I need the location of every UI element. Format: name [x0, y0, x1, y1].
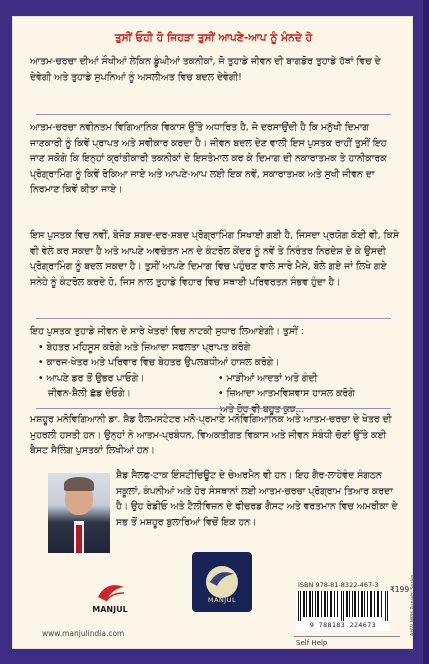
- benefit-item: ਜੀਵਨ-ਸ਼ੈਲੀ ਛੱਡ ਦੇਓਗੇ।: [48, 388, 131, 400]
- barcode-digits: 9 788183 224673: [309, 621, 377, 629]
- benefit-item: • ਕਾਰਜ-ਖੇਤਰ ਅਤੇ ਪਰਿਵਾਰ ਵਿਚ ਬੇਹਤਰ ਉਪਲਬਧੀਆਂ ਹਾਸਲ ਕਰੋਗੇ।: [38, 355, 400, 371]
- category-box: [294, 636, 400, 651]
- benefit-item: • ਮਾੜੀਆਂ ਆਦਤਾਂ ਅਤੇ ਗੰਦੀ: [218, 371, 398, 387]
- description-paragraph-2: ਇਸ ਪੁਸਤਕ ਵਿਚ ਨਵੀਂ, ਬੇਜੋੜ ਸ਼ਬਦ-ਦਰ-ਸ਼ਬਦ ਪ੍ਰੋਗ੍ਰਾਮਿੰਗ ਸਿਖਾਈ ਗਈ ਹੈ, ਜਿਸਦਾ ਪ੍ਰਯੋਗ ਕੋਈ ਵੀ, ਕਿਸੇ ਵੀ ਵੇਲੇ ਕਰ ਸਕਦਾ ਹੈ ਅਤੇ ਆਪਣੇ ਅਵਚੇਤਨ ਮਨ ਦੇ ਕੰਟਰੋਲ ਕੇਂਦਰ ਨੂੰ ਨਵੇਂ ਤੇ ਨਿਰੰਤਰ ਨਿਰਦੇਸ਼ ਦੇ ਕੇ ਉਸਦੀ ਪ੍ਰੋਗ੍ਰਾਮਿੰਗ ਨੂੰ ਬਦਲ ਸਕਦਾ ਹੈ। ਤੁਸੀਂ ਆਪਣੇ ਦਿਮਾਗ ਵਿਚ ਪਹੁੰਚਣ ਵਾਲੇ ਸਾਰੇ ਮੈਸੇ, ਬੋਲੇ ਗਏ ਜਾਂ ਲਿਖੇ ਗਏ ਸਨੇਹੇ ਨੂੰ ਕੰਟਰੋਲ ਕਰਦੇ ਹੋ, ਜਿਸ ਨਾਲ ਤੁਹਾਡੇ ਵਿਹਾਰ ਵਿਚ ਸਥਾਈ ਪਰਿਵਰਤਨ ਸੰਭਵ ਹੁੰਦਾ ਹੈ।: [30, 230, 400, 288]
- benefits-intro: ਇਹ ਪੁਸਤਕ ਤੁਹਾਡੇ ਜੀਵਨ ਦੇ ਸਾਰੇ ਖੇਤਰਾਂ ਵਿਚ ਨਾਟਕੀ ਸੁਧਾਰ ਲਿਆਏਗੀ। ਤੁਸੀਂ :: [30, 326, 304, 337]
- isbn: ISBN 978-81-8322-467-3: [298, 581, 379, 589]
- category-label: Self Help: [296, 639, 328, 647]
- benefit-item: • ਬੇਹਤਰ ਮਹਿਸੂਸ ਕਰੋਗੇ ਅਤੇ ਜ਼ਿਆਦਾ ਸਫਲਤਾ ਪ੍ਰਾਪਤ ਕਰੋਗੇ: [38, 340, 400, 356]
- barcode: [296, 591, 390, 631]
- manjul-bird-icon: [96, 581, 126, 603]
- divider: [36, 318, 391, 319]
- publisher-logo: [72, 581, 142, 625]
- publisher-name: MANJUL: [92, 605, 128, 614]
- barcode-bars: [296, 591, 390, 621]
- seal-label: MANJUL: [207, 596, 237, 604]
- divider: [36, 408, 391, 409]
- publisher-seal: [192, 552, 252, 612]
- price: ₹199: [390, 585, 410, 594]
- description-paragraph-1: ਆਤਮ-ਚਰਚਾ ਨਵੀਨਤਮ ਵਿਗਿਆਨਿਕ ਵਿਕਾਸ ਉੱਤੇ ਅਧਾਰਿਤ ਹੈ, ਜੋ ਦਰਸਾਉਂਦੀ ਹੈ ਕਿ ਮਨੁੱਖੀ ਦਿਮਾਗ ਜਾਣਕਾਰੀ ਨੂੰ ਕਿਵੇਂ ਪ੍ਰਾਪਤ ਅਤੇ ਸਵੀਕਾਰ ਕਰਦਾ ਹੈ। ਜੀਵਨ ਬਦਲ ਦੇਣ ਵਾਲੀ ਇਸ ਪੁਸਤਕ ਰਾਹੀਂ ਤੁਸੀਂ ਇਹ ਜਾਣ ਸਕੋਗੇ ਕਿ ਇਨ੍ਹਾਂ ਕ੍ਰਾਂਤੀਕਾਰੀ ਤਕਨੀਕਾਂ ਦੇ ਇਸਤੇਮਾਲ ਕਰ ਕੇ ਦਿਮਾਗ ਦੀ ਨਕਾਰਾਤਮਕ ਤੇ ਹਾਨੀਕਾਰਕ ਪ੍ਰੋਗ੍ਰਾਮਿੰਗ ਨੂੰ ਕਿਵੇਂ ਰੋਕਿਆ ਜਾਏ ਅਤੇ ਆਪਣੇ-ਆਪ ਲਈ ਇਕ ਨਵੇਂ, ਸਕਾਰਾਤਮਕ ਅਤੇ ਸੁਖੀ ਜੀਵਨ ਦਾ ਨਿਰਮਾਣ ਕਿਵੇਂ ਕੀਤਾ ਜਾਏ।: [30, 122, 387, 196]
- publisher-url: www.manjulindia.com: [42, 629, 125, 638]
- back-cover: [12, 16, 416, 649]
- series-label-wrap: [408, 556, 418, 636]
- benefits-list: [30, 324, 400, 418]
- back-cover-heading: ਤੁਸੀਂ ਓਹੀ ਹੋ ਜਿਹੜਾ ਤੁਸੀਂ ਆਪਣੇ-ਆਪ ਨੂੰ ਮੰਨਦੇ ਹੋ: [114, 32, 313, 44]
- intro-paragraph: ਆਤਮ-ਚਰਚਾ ਦੀਆਂ ਸੌਖੀਆਂ ਲੇਕਿਨ ਡੂੰਘੀਆਂ ਤਕਨੀਕਾਂ, ਜੋ ਤੁਹਾਡੇ ਜੀਵਨ ਦੀ ਬਾਗਡੋਰ ਤੁਹਾਡੇ ਹੱਥਾਂ ਵਿਚ ਦੇ ਦੇਵੇਗੀ ਅਤੇ ਤੁਹਾਡੇ ਸੁਪਨਿਆਂ ਨੂੰ ਅਸਲੀਅਤ ਵਿਚ ਬਦਲ ਦੇਵੇਗੀ!: [30, 56, 381, 83]
- benefit-item: • ਆਪਣੇ ਡਰ ਤੋਂ ਉਭਰ ਪਾਓਗੇ।: [38, 371, 218, 387]
- divider: [36, 114, 391, 115]
- benefit-item: • ਜ਼ਿਆਦਾ ਆਤਮਵਿਸ਼ਵਾਸ ਹਾਸਲ ਕਰੋਗੇ: [218, 386, 398, 402]
- seal-bird-icon: [208, 568, 236, 588]
- author-photo: [48, 473, 110, 553]
- series-label: AHW MPH Punjabi Series: [410, 574, 416, 636]
- author-bio: ਮਸ਼ਹੂਰ ਮਨੋਵਿਗਿਆਨੀ ਡਾ. ਸ਼ੈਡ ਹੈਲਮਸਟੇਟਰ ਮਨੋ-ਪ੍ਰਮਾਣੇ ਮਨੋਵਿਗਿਆਨਿਕ ਅਤੇ ਆਤਮ-ਚਰਚਾ ਦੇ ਖੇਤਰ ਦੀ ਮੁਹਰਲੀ ਹਸਤੀ ਹਨ। ਉਨ੍ਹਾਂ ਨੇ ਆਤਮ-ਪ੍ਰਬੰਧਨ, ਵਿਅਕਤੀਗਤ ਵਿਕਾਸ ਅਤੇ ਜੀਵਨ ਸੰਬੰਧੀ ਚੋਣਾਂ ਉੱਤੇ ਕਈ ਬੈਸਟ ਸੈਲਿੰਗ ਪੁਸਤਕਾਂ ਲਿਖੀਆਂ ਹਨ।: [30, 414, 392, 457]
- author-institute: ਸ਼ੈਡ ਸੈਲਫ-ਟਾਕ ਇੰਸਟੀਚਿਊਟ ਦੇ ਚੇਅਰਮੈਨ ਵੀ ਹਨ। ਇਹ ਗੈਰ-ਲਾਹੇਵੰਦ ਸੰਗਠਨ ਸਕੂਲਾਂ, ਕੰਪਨੀਆਂ ਅਤੇ ਹੋਰ ਸੰਸਥਾਨਾਂ ਲਈ ਆਤਮ-ਚਰਚਾ ਪ੍ਰੋਗ੍ਰਾਮ ਤਿਆਰ ਕਰਦਾ ਹੈ। ਉਹ ਰੇਡੀਓ ਅਤੇ ਟੈਲੀਵਿਜ਼ਨ ਦੇ ਫੀਚਰਡ ਗੈਸਟ ਅਤੇ ਵਰਤਮਾਨ ਵਿਚ ਅਮਰੀਕਾ ਦੇ ਸਭ ਤੋਂ ਮਸ਼ਹੂਰ ਬੁਲਾਰਿਆਂ ਵਿਚੋਂ ਇਕ ਹਨ।: [116, 470, 398, 528]
- cover-border: [423, 0, 429, 664]
- benefits-outro: ਅਤੇ ਹੋਰ ਵੀ ਬਹੁਤ ਕੁਝ...: [220, 403, 305, 415]
